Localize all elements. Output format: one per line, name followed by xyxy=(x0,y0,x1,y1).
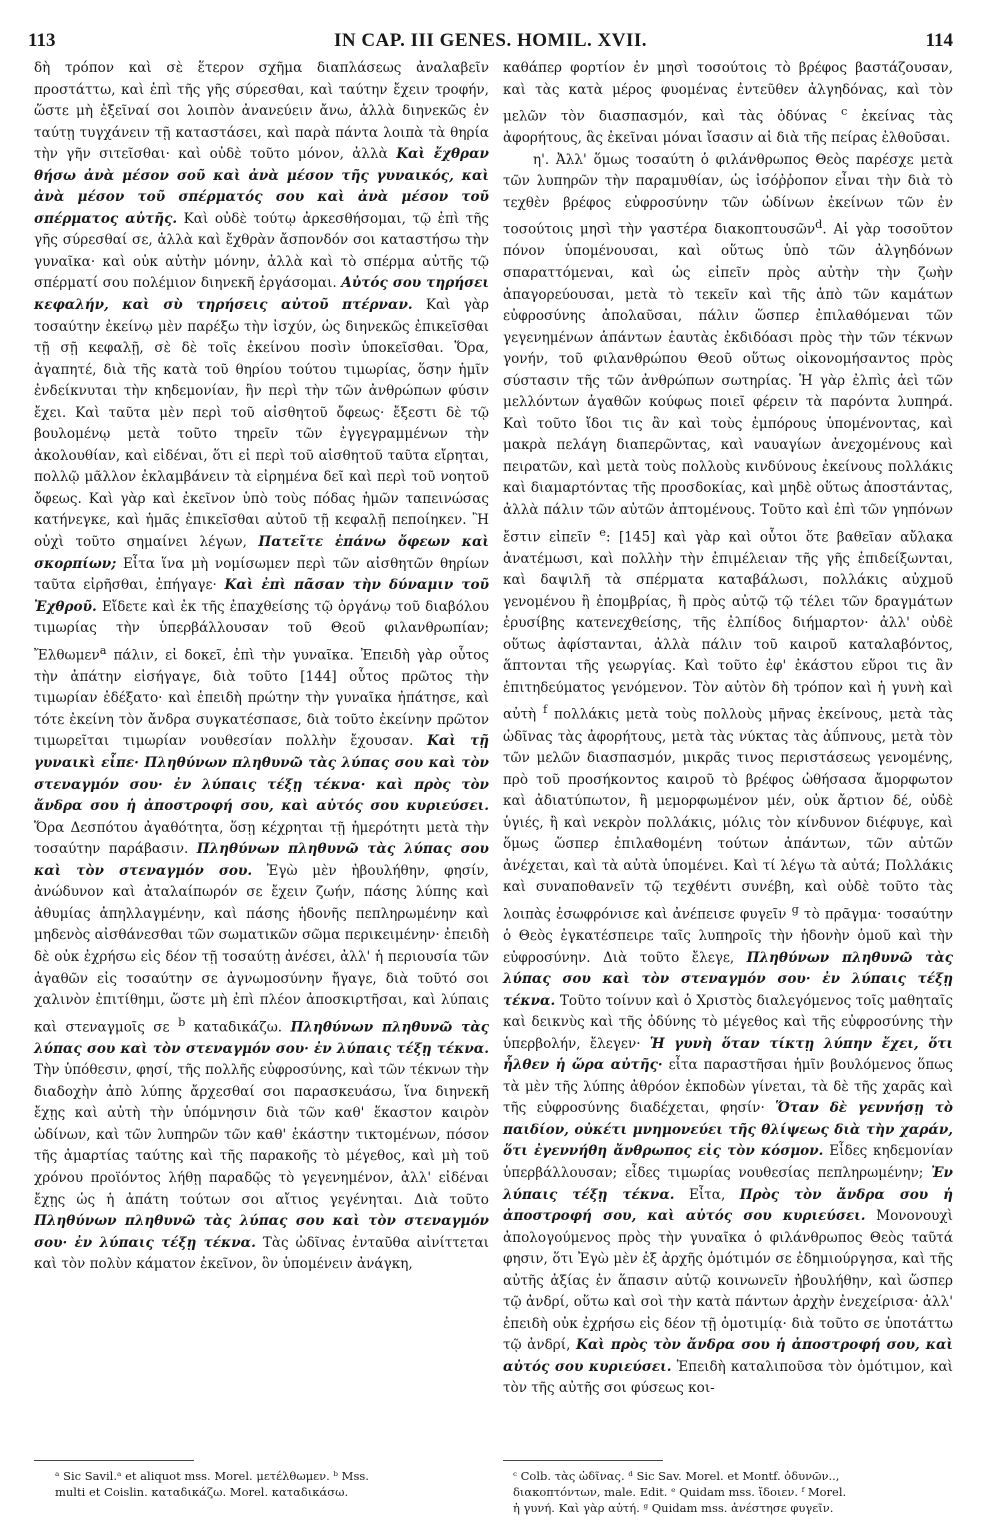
footnote-line: ἡ γυνή. Καὶ γὰρ αὐτή. ᵍ Quidam mss. ἀνέστησε φυγεῖν. xyxy=(513,1501,834,1515)
footnote-marker: e xyxy=(599,524,606,539)
text-run: : [145] καὶ γὰρ καὶ οὗτοι ὅτε βαθεῖαν αὔλακα ἀνατέμωσι, καὶ πολλὴν τὴν ἐπιμέλειαν τῆς γῆς ἐπιδείξωνται, καὶ δαψιλῆ τὰ σπέρματα καταβάλωσι, πολλάκις αὐχμοῦ γενομένου ἢ ἐπομβρίας, ἢ πρὸς αὐτῷ τῷ τέλει τῶν δραγμάτων ἐρυσίβης κατενεχθείσης, τῆς ἐλπίδος διήμαρτον· ἀλλ' οὐδὲ οὕτως ἀφίστανται, ἀλλὰ πάλιν τοῦ καιροῦ καταλαβόντος, ἅπτονται τῆς γεωργίας. Καὶ τοῦτο ἐφ' ἑκάστου εὕροι τις ἂν ἐπιτηδεύματος γενόμενον. Τὸν αὐτὸν δὴ τρόπον καὶ ἡ γυνὴ καὶ αὐτὴ xyxy=(503,529,953,723)
text-run: ἐκείνας τὰς ἀφορήτους, ἃς ἐκεῖναι μόναι ἴσασιν αἱ διὰ τῆς πείρας ἐλθοῦσαι. xyxy=(503,108,953,147)
text-run: Καὶ οὐδὲ τούτῳ ἀρκεσθήσομαι, τῷ ἐπὶ τῆς γῆς σύρεσθαί σε, ἀλλὰ καὶ ἔχθρὰν ἄσπονδόν σοι καταστήσω τὴν γυναῖκα· καὶ οὐκ αὐτὴν μόνην, ἀλλὰ καὶ τὸ σπέρμα αὐτῆς τῷ σπέρματί σου πολέμιον διηνεκῆ ἐργάσομαι. xyxy=(34,210,490,292)
text-run: Εἶδες κηδεμονίαν ὑπερβάλλουσαν; εἶδες τιμωρίας νουθεσίας πεπληρωμένην; xyxy=(503,1143,953,1181)
footnote-divider xyxy=(503,1460,663,1461)
text-run: η'. Ἀλλ' ὅμως τοσαύτη ὁ φιλάνθρωπος Θεὸς παρέσχε μετὰ τῶν λυπηρῶν τὴν παραμυθίαν, ὡς ἰσόῤῥοπον εἶναι τὴν διὰ τὸ τεχθὲν βρέφος εὐφροσύνην τῶν ὠδίνων ἐκείνων τῶν ἐν τοσούτοις μησὶ τὴν γαστέρα διακοπτουσῶν xyxy=(503,151,953,238)
footnote-marker: g xyxy=(791,901,799,916)
footnote-marker: b xyxy=(178,1014,186,1029)
text-run: Εἶτα ἵνα μὴ νομίσωμεν περὶ τῶν αἰσθητῶν θηρίων ταῦτα εἰρῆσθαι, ἐπήγαγε· xyxy=(34,555,489,594)
text-run: Ἐπειδὴ καταλιποῦσα τὸν ὁμότιμον, καὶ τὸν τῆς αὐτῆς σοι φύσεως κοι- xyxy=(503,1358,954,1397)
scripture-quote: Ὅταν δὲ γεννήσῃ τὸ παιδίον, οὐκέτι μνημονεύει τῆς θλίψεως διὰ τὴν χαράν, ὅτι ἐγεννήθη ἄνθρωπος εἰς τὸν κόσμον. xyxy=(503,1100,953,1160)
text-run: Εἴδετε καὶ ἐκ τῆς ἐπαχθείσης τῷ ὀργάνῳ τοῦ διαβόλου τιμωρίας τὴν ὑπερβάλλουσαν τοῦ Θεοῦ φιλανθρωπίαν; Ἔλθωμεν xyxy=(34,598,489,664)
footnote-line: ᶜ Colb. τὰς ὠδῖνας. ᵈ Sic Sav. Morel. et Montf. ὀδυνῶν.., xyxy=(513,1469,840,1483)
running-header xyxy=(28,30,953,56)
footnotes-right xyxy=(513,1468,953,1516)
scripture-quote: Πληθύνων πληθυνῶ τὰς λύπας σου καὶ τὸν στεναγμόν σου· ἐν λύπαις τέξῃ τέκνα. xyxy=(34,1213,489,1251)
footnote-divider xyxy=(34,1460,194,1461)
paragraph xyxy=(503,58,953,150)
text-run: Τὰς ὠδῖνας ἐνταῦθα αἰνίττεται καὶ τὸν πολὺν κάματον ἐκεῖνον, ὃν ὑπομένειν ἀνάγκη, xyxy=(34,1234,489,1273)
right-page-number: 114 xyxy=(925,30,953,51)
text-run: Καὶ γὰρ τοσαύτην ἐκείνῳ μὲν παρέξω τὴν ἰσχύν, ὡς διηνεκῶς ἐπικεῖσθαι τῇ σῇ κεφαλῇ, σὲ δὲ τοῖς ἐκείνου ποσὶν ὑποκεῖσθαι. Ὅρα, ἀγαπητέ, διὰ τῆς κατὰ τοῦ θηρίου τούτου τιμωρίας, ὅσην ἡμῖν ἐνδείκνυται τὴν κηδεμονίαν, ἣν περὶ τὴν τῶν ἀνθρώπων φύσιν ἔχει. Καὶ ταῦτα μὲν περὶ τοῦ αἰσθητοῦ ὄφεως· ἔξεστι δὲ τῷ βουλομένῳ μετὰ τοῦτο τηρεῖν τῶν ἐγγεγραμμένων τὴν ἀκολουθίαν, καὶ εἰδέναι, ὅτι εἰ περὶ τοῦ αἰσθητοῦ ταῦτα εἴρηται, πολλῷ μᾶλλον ἐκλαμβάνειν τὰ εἰρημένα δεῖ καὶ περὶ τοῦ νοητοῦ ὄφεως. Καὶ γὰρ καὶ ἐκεῖνον ὑπὸ τοὺς πόδας ἡμῶν ταπεινώσας κατήνεγκε, καὶ ἡμᾶς ἐπικεῖσθαι αὐτοῦ τῇ κεφαλῇ πεποίηκεν. Ἢ οὐχὶ τοῦτο σημαίνει λέγων, xyxy=(34,297,489,551)
footnote-marker: a xyxy=(99,642,107,657)
scripture-quote: Ἐν λύπαις τέξῃ τέκνα. xyxy=(503,1165,953,1203)
text-run: Τὴν ὑπόθεσιν, φησί, τῆς πολλῆς εὐφροσύνης, καὶ τῶν τέκνων τὴν διαδοχὴν ἀπὸ λύπης ἄρχεσθαί σοι παρασκευάσω, ἵνα διηνεκῆ ἔχῃς καὶ αὐτὴ τὴν ὑπόμνησιν διὰ τῶν καθ' ἕκαστον καιρὸν ὠδίνων, καὶ τῶν λυπηρῶν τῶν καθ' ἑκάστην τικτομένων, πόσον τῆς ἁμαρτίας ταύτης καὶ τῆς παρακοῆς τὸ μέγεθος, καὶ μὴ τοῦ χρόνου προϊόντος λήθῃ παραδῷς τὸ γεγενημένον, ἀλλ' εἰδέναι ἔχῃς ὡς ἡ ἀπάτη τούτων σοι αἴτιος γεγένηται. Διὰ τοῦτο xyxy=(34,1062,489,1208)
paragraph xyxy=(34,58,489,1276)
left-column xyxy=(34,58,489,1276)
text-run: Μονονουχὶ ἀπολογούμενος πρὸς τὴν γυναῖκα ὁ φιλάνθρωπος Θεὸς ταῦτά φησιν, ὅτι Ἐγὼ μὲν ἐξ ἀρχῆς ὁμότιμόν σε ἐδημιούργησα, καὶ τῆς αὐτῆς ἀξίας ἐν ἅπασιν αὐτῷ κοινωνεῖν ἠβουλήθην, καὶ ὥσπερ τῷ ἀνδρί, οὕτω καὶ σοὶ τὴν κατὰ πάντων ἀρχὴν ἐνεχείρισα· ἀλλ' ἐπειδὴ οὐκ ἐχρήσω εἰς δέον τῇ ὁμοτιμίᾳ· διὰ τοῦτο σε ὑποτάττω τῷ ἀνδρί, xyxy=(503,1208,953,1354)
text-run: . Αἱ γὰρ τοσοῦτον πόνον ὑπομένουσαι, καὶ οὕτως ὑπὸ τῶν ἀλγηδόνων σπαραττόμεναι, καὶ ὡς εἰπεῖν πρὸς αὐτὴν τὴν ζωὴν ἀπαγορεύουσαι, μετὰ τὸ τεκεῖν καὶ τῆς ἀπὸ τῶν καμάτων εὐφροσύνης ἀπολαῦσαι, πάλιν ὥσπερ ἐπιλαθόμεναι τῶν γεγενημένων ἁπάντων ἑαυτὰς ἐκδιδόασι πρὸς τὴν τῶν τέκνων γονήν, τοῦ φιλανθρώπου Θεοῦ οὕτως οἰκονομήσαντος πρὸς σύστασιν τῆς τῶν ἀνθρώπων σωτηρίας. Ἡ γὰρ ἐλπὶς ἀεὶ τῶν μελλόντων ἀγαθῶν κούφως ποιεῖ φέρειν τὰ παρόντα λυπηρά. Καὶ τοῦτο ἴδοι τις ἂν καὶ τοὺς ἐμπόρους ὑπομένοντας, καὶ μακρὰ πελάγη διαπερῶντας, καὶ ναυαγίων ἀνεχομένους καὶ πειρατῶν, καὶ μετὰ τοὺς πολλοὺς κινδύνους ἐκείνους πολλάκις καὶ διαμαρτόντας τῆς προσδοκίας, καὶ μηδὲ οὕτως ἀποστάντας, ἀλλὰ πάλιν τῶν αὐτῶν ἀπτομένους. Τοῦτο καὶ ἐπὶ τῶν γηπόνων ἔστιν εἰπεῖν xyxy=(503,221,953,546)
scripture-quote: Πληθύνων πληθυνῶ τὰς λύπας σου καὶ τὸν στεναγμόν σου· ἐν λύπαις τέξῃ τέκνα. xyxy=(34,1019,489,1057)
text-run: καταδικάζω. xyxy=(193,1019,283,1036)
scripture-quote: Πατεῖτε ἐπάνω ὄφεων καὶ σκορπίων; xyxy=(34,534,490,572)
footnotes-left xyxy=(55,1468,485,1500)
footnote-marker: d xyxy=(815,217,823,232)
right-column xyxy=(503,58,953,1400)
text-run: δὴ τρόπον καὶ σὲ ἕτερον σχῆμα διαπλάσεως ἀναλαβεῖν προστάττω, καὶ ἐπὶ τῆς γῆς σύρεσθαι, καὶ ταύτην ἔχειν τροφήν, ὥστε μὴ ἐξεῖναί σοι λοιπὸν ἀνανεύειν ἄνω, ἀλλὰ διηνεκῶς ἐν ταύτῃ τυγχάνειν τῇ καταστάσει, καὶ παρὰ πάντα λοιπὰ τὰ θηρία τὴν γῆν σιτεῖσθαι· καὶ οὐδὲ τοῦτο μόνον, ἀλλὰ xyxy=(34,60,489,163)
text-run: πάλιν, εἰ δοκεῖ, ἐπὶ τὴν γυναῖκα. Ἐπειδὴ γὰρ οὗτος τὴν ἀπάτην εἰσήγαγε, διὰ τοῦτο [144] οὗτος πρῶτος τὴν τιμωρίαν ἐδέξατο· καὶ ἐπειδὴ πρώτην τὴν γυναῖκα ἠπάτησε, καὶ τότε ἐκείνη τὸν ἄνδρα συγκατέσπασε, διὰ τοῦτο ἐκείνην πρῶτον τιμωρεῖται τιμωρίαν νουθεσίαν πολλὴν ἔχουσαν. xyxy=(34,647,489,750)
scripture-quote: Αὐτός σου τηρήσει κεφαλήν, καὶ σὺ τηρήσεις αὐτοῦ πτέρναν. xyxy=(34,275,489,314)
running-title: IN CAP. III GENES. HOMIL. XVII. xyxy=(333,30,648,51)
left-page-number: 113 xyxy=(28,30,56,51)
footnote-line: διακοπτόντων, male. Edit. ᵉ Quidam mss. ἴδοιεν. ᶠ Morel. xyxy=(513,1485,847,1499)
scripture-quote: Καὶ πρὸς τὸν ἄνδρα σου ἡ ἀποστροφή σου, καὶ αὐτός σου κυριεύσει. xyxy=(503,1337,953,1375)
text-run: Εἶτα, xyxy=(689,1186,726,1203)
text-run: Ἐγὼ μὲν ἠβουλήθην, φησίν, ἀνώδυνον καὶ ἀταλαίπωρόν σε ἔχειν ζωήν, πάσης λύπης καὶ ἀθυμίας ἀπηλλαγμένην, καὶ πάσης ἡδονῆς πεπληρωμένην καὶ μηδενὸς αἰσθάνεσθαι τῶν σωματικῶν σῶμα περικειμένην· ἐπειδὴ δὲ οὐκ ἐχρήσω εἰς δέον τῇ τοσαύτῃ ἀνέσει, ἀλλ' ἡ περιουσία τῶν ἀγαθῶν εἰς τοσαύτην σε ἀγνωμοσύνην ἤγαγε, διὰ τοῦτό σοι χαλινὸν ἐπιτίθημι, ὥστε μὴ ἐπὶ πλέον ἀποσκιρτῆσαι, καὶ λύπαις καὶ στεναγμοῖς σε xyxy=(34,862,489,1036)
paragraph xyxy=(503,150,953,1400)
text-run: τὸ πρᾶγμα· τοσαύτην ὁ Θεὸς ἐγκατέσπειρε ταῖς λυπηροῖς τὴν ἡδονὴν ὁμοῦ καὶ τὴν εὐφροσύνην. Διὰ τοῦτο ἔλεγε, xyxy=(503,906,953,966)
scripture-quote: Πληθύνων πληθυνῶ τὰς λύπας σου καὶ τὸν στεναγμόν σου. xyxy=(34,841,489,879)
text-run: πολλάκις μετὰ τοὺς πολλοὺς μῆνας ἐκείνους, μετὰ τὰς ὠδῖνας τὰς ἀφορήτους, μετὰ τὰς νύκτας τὰς ἀΰπνους, μετὰ τὸν τῶν μελῶν διασπασμόν, μικρᾶς τινος περιστάσεως γενομένης, πρὸ τοῦ προσήκοντος καιροῦ τὸ βρέφος ὠθήσασα ἄμορφωτον καὶ ἀδιατύπωτον, ἢ μεμορφωμένον μέν, οὐκ ἄρτιον δέ, οὐδὲ ὑγιές, ἢ καὶ νεκρὸν πολλάκις, μόλις τὸν κίνδυνον διέφυγε, καὶ ὅμως ὥσπερ ἐπιλαθομένη τούτων ἁπάντων, τῶν αὐτῶν ἀνέχεται, καὶ τὰ αὐτὰ ὑπομένει. Καὶ τί λέγω τὰ αὐτά; Πολλάκις καὶ συναποθανεῖν τῷ τεχθέντι συνέβη, καὶ οὐδὲ τοῦτο τὰς λοιπὰς ἐσωφρόνισε καὶ ἀνέπεισε φυγεῖν xyxy=(503,706,953,923)
scripture-quote: Καὶ τῇ γυναικὶ εἶπε· Πληθύνων πληθυνῶ τὰς λύπας σου καὶ τὸν στεναγμόν σου· ἐν λύπαις τέξῃ τέκνα· καὶ πρὸς τὸν ἄνδρα σου ἡ ἀποστροφή σου, καὶ αὐτός σου κυριεύσει. xyxy=(34,733,489,815)
scripture-quote: Καὶ ἔχθραν θήσω ἀνὰ μέσον σοῦ καὶ ἀνὰ μέσον τῆς γυναικός, καὶ ἀνὰ μέσον τοῦ σπέρματός σου καὶ ἀνὰ μέσον τοῦ σπέρματος αὐτῆς. xyxy=(34,146,489,227)
text-run: καθάπερ φορτίον ἐν μησὶ τοσούτοις τὸ βρέφος βαστάζουσαν, καὶ τὰς κατὰ μέρος φυομένας ἐντεῦθεν ἀλγηδόνας, καὶ τὸν μελῶν τὸν διασπασμόν, καὶ τὰς ὀδύνας xyxy=(503,60,953,125)
footnote-marker: c xyxy=(841,104,848,119)
footnote-marker: f xyxy=(542,702,548,717)
text-run: Ὅρα Δεσπότου ἀγαθότητα, ὅσῃ κέχρηται τῇ ἡμερότητι μετὰ τὴν τοσαύτην παράβασιν. xyxy=(34,819,489,858)
footnote-line: ᵃ Sic Savil.ᵃ et aliquot mss. Morel. μετέλθωμεν. ᵇ Mss. xyxy=(55,1469,369,1483)
scripture-quote: Πρὸς τὸν ἄνδρα σου ἡ ἀποστροφή σου, καὶ αὐτός σου κυριεύσει. xyxy=(503,1186,953,1225)
footnote-line: multi et Coislin. καταδικάζω. Morel. καταδικάσω. xyxy=(55,1485,349,1499)
text-run: Τοῦτο τοίνυν καὶ ὁ Χριστὸς διαλεγόμενος τοῖς μαθηταῖς καὶ δεικνὺς καὶ τῆς ὀδύνης τὸ μέγεθος καὶ τῆς εὐφροσύνης τὴν ὑπερβολήν, ἔλεγεν· xyxy=(503,992,953,1052)
scripture-quote: Καὶ ἐπὶ πᾶσαν τὴν δύναμιν τοῦ Ἐχθροῦ. xyxy=(34,577,489,615)
scripture-quote: Πληθύνων πληθυνῶ τὰς λύπας σου καὶ τὸν στεναγμόν σου· ἐν λύπαις τέξῃ τέκνα. xyxy=(503,949,953,1009)
scripture-quote: Ἡ γυνὴ ὅταν τίκτῃ λύπην ἔχει, ὅτι ἦλθεν ἡ ὥρα αὐτῆς· xyxy=(503,1035,953,1074)
text-run: εἶτα παραστῆσαι ἡμῖν βουλόμενος ὅπως τὰ μὲν τῆς λύπης ἀθρόον ἐκποδὼν γίνεται, τὰ δὲ τῆς χαρᾶς καὶ τῆς εὐφροσύνης διαδέχεται, φησίν· xyxy=(503,1057,953,1117)
